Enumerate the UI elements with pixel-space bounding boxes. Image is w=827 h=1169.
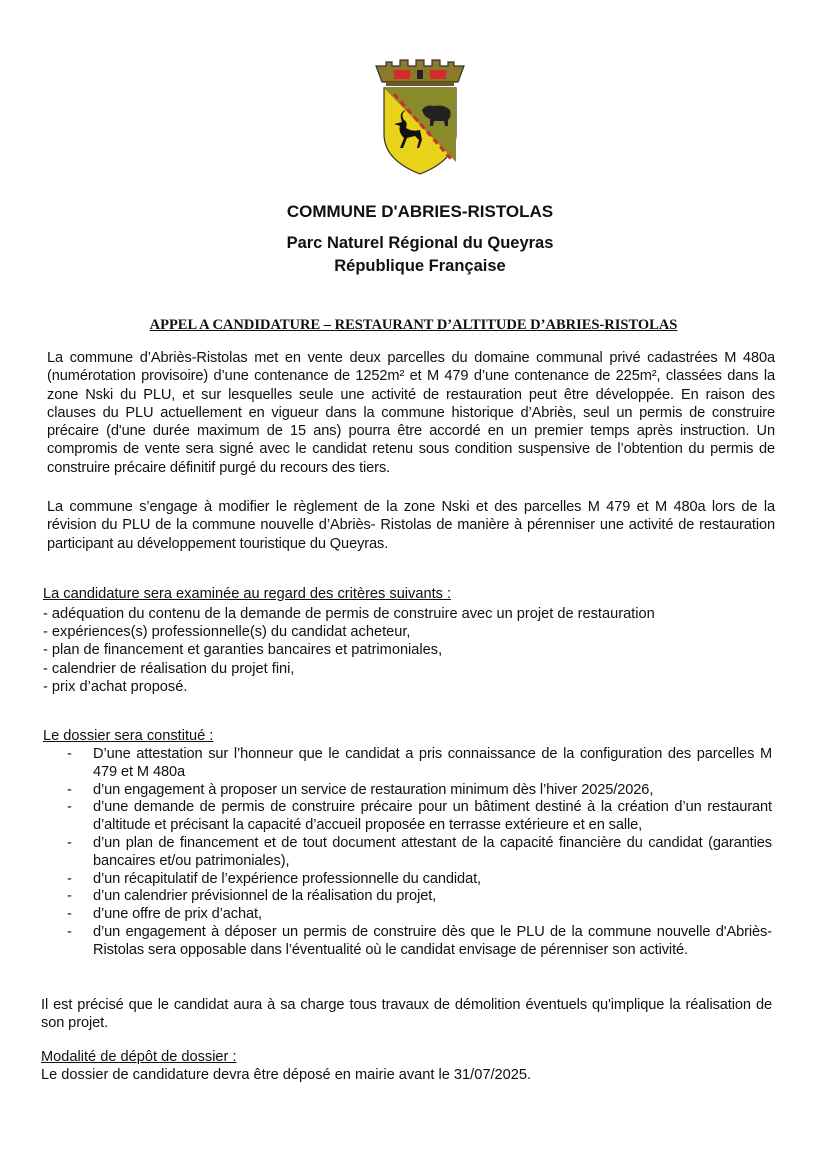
document-title: APPEL A CANDIDATURE – RESTAURANT D’ALTITUDE D’ABRIES-RISTOLAS [149,317,678,333]
dossier-list [60,746,772,960]
criteria-item: - calendrier de réalisation du projet fini, [43,660,295,677]
deposit-text: Le dossier de candidature devra être déposé en mairie avant le 31/07/2025. [41,1067,532,1083]
criteria-label: La candidature sera examinée au regard des critères suivants : [43,586,452,602]
dossier-item: - d’un plan de financement et de tout document attestant de la capacité financière du candidat (garanties bancaires et/ou patrimoniales), [67,834,772,869]
deposit-label: Modalité de dépôt de dossier : [41,1049,237,1065]
criteria-item: - prix d’achat proposé. [43,678,188,695]
commune-name: COMMUNE D'ABRIES-RISTOLAS [286,202,554,221]
criteria-item: - adéquation du contenu de la demande de permis de construire avec un projet de restauration [43,606,655,622]
republic-name: République Française [334,257,506,275]
criteria-item: - plan de financement et garanties bancaires et patrimoniales, [43,642,443,659]
criteria-list [43,605,655,696]
dossier-item: - d’une offre de prix d’achat, [67,906,262,923]
dossier-item: - d’une demande de permis de construire précaire pour un bâtiment destiné à la création d’un restaurant d’altitude et précisant la capacité d’accueil proposée en terrasse extérieure et en salle, [67,799,772,834]
intro-paragraph: La commune d’Abriès-Ristolas met en vente deux parcelles du domaine communal privé cadastrées M 480a (numérotation provisoire) d’une contenance de 1252m² et M 479 d’une contenance de 225m², classées dans la zone Nski du PLU, et sur lesquelles seule une activité de restauration peut être développée. En raison des clauses du PLU actuellement en vigueur dans la commune historique d’Abriès, seul un permis de construire précaire (d'une durée maximum de 15 ans) pourra être accordé en un premier temps après instruction. Un compromis de vente sera signé avec le candidat retenu sous condition suspensive de l’obtention du permis de construire précaire définitif purgé du recours des tiers. [47,350,775,476]
demolition-note: Il est précisé que le candidat aura à sa charge tous travaux de démolition éventuels qu'implique la réalisation de son projet. [41,997,772,1032]
coat-of-arms-logo [372,56,468,176]
criteria-item: - expériences(s) professionnelle(s) du candidat acheteur, [43,624,411,641]
commitment-paragraph: La commune s’engage à modifier le règlement de la zone Nski et des parcelles M 479 et M 480a lors de la révision du PLU de la commune nouvelle d’Abriès- Ristolas de manière à pérenniser une activité de restauration participant au développement touristique du Queyras. [47,499,775,552]
park-name: Parc Naturel Régional du Queyras [286,234,554,252]
dossier-item: - d’un engagement à déposer un permis de construire dès que le PLU de la commune nouvelle d'Abriès-Ristolas sera opposable dans l’éventualité où le candidat envisage de pérenniser son activité. [67,923,772,958]
dossier-item: - d’un récapitulatif de l’expérience professionnelle du candidat, [67,870,481,887]
dossier-item: - d’un calendrier prévisionnel de la réalisation du projet, [67,888,437,905]
dossier-item: - D’une attestation sur l’honneur que le candidat a pris connaissance de la configuration des parcelles M 479 et M 480a [67,746,772,780]
dossier-item: - d’un engagement à proposer un service de restauration minimum dès l’hiver 2025/2026, [67,781,654,798]
dossier-label: Le dossier sera constitué : [43,728,214,744]
